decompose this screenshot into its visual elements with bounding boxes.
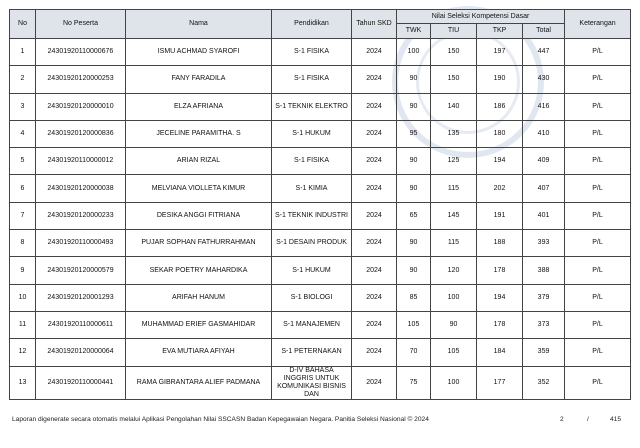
cell-no-peserta: 24301920110000676	[36, 39, 126, 66]
cell-keterangan: P/L	[565, 66, 631, 93]
cell-pendidikan: D-IV BAHASA INGGRIS UNTUK KOMUNIKASI BISNIS DAN	[272, 366, 352, 399]
cell-keterangan: P/L	[565, 284, 631, 311]
cell-no-peserta: 24301920110000611	[36, 311, 126, 338]
cell-tiu: 90	[431, 311, 477, 338]
cell-keterangan: P/L	[565, 339, 631, 366]
cell-no-peserta: 24301920110000012	[36, 148, 126, 175]
footer-note: Laporan digenerate secara otomatis melalui Aplikasi Pengolahan Nilai SSCASN Badan Kepegawaian Negara. Panitia Seleksi Nasional © 2024	[12, 416, 429, 423]
cell-no-peserta: 24301920120000579	[36, 257, 126, 284]
cell-nama: FANY FARADILA	[126, 66, 272, 93]
cell-tiu: 135	[431, 120, 477, 147]
cell-no: 9	[10, 257, 36, 284]
cell-nama: MELVIANA VIOLLETA KIMUR	[126, 175, 272, 202]
cell-no: 1	[10, 39, 36, 66]
table-row	[10, 39, 631, 66]
cell-total: 401	[523, 202, 565, 229]
page-total: 415	[610, 416, 622, 423]
cell-keterangan: P/L	[565, 202, 631, 229]
cell-twk: 90	[397, 257, 431, 284]
cell-no: 11	[10, 311, 36, 338]
cell-keterangan: P/L	[565, 93, 631, 120]
cell-keterangan: P/L	[565, 39, 631, 66]
cell-tahun: 2024	[352, 284, 397, 311]
cell-no-peserta: 24301920120000253	[36, 66, 126, 93]
cell-no: 2	[10, 66, 36, 93]
cell-tiu: 120	[431, 257, 477, 284]
cell-no-peserta: 24301920110000493	[36, 230, 126, 257]
page-separator: /	[587, 416, 589, 423]
cell-nama: JECELINE PARAMITHA. S	[126, 120, 272, 147]
cell-no-peserta: 24301920120000064	[36, 339, 126, 366]
cell-keterangan: P/L	[565, 230, 631, 257]
cell-total: 447	[523, 39, 565, 66]
cell-nama: RAMA GIBRANTARA ALIEF PADMANA	[126, 366, 272, 399]
cell-pendidikan: S-1 TEKNIK INDUSTRI	[272, 202, 352, 229]
header-nilai-skd: Nilai Seleksi Kompetensi Dasar	[397, 10, 565, 24]
header-keterangan: Keterangan	[565, 10, 631, 39]
cell-twk: 95	[397, 120, 431, 147]
table-row	[10, 366, 631, 399]
cell-tkp: 194	[477, 284, 523, 311]
cell-pendidikan: S-1 PETERNAKAN	[272, 339, 352, 366]
table-row	[10, 284, 631, 311]
cell-no-peserta: 24301920120000038	[36, 175, 126, 202]
cell-nama: ARIFAH HANUM	[126, 284, 272, 311]
cell-pendidikan: S-1 TEKNIK ELEKTRO	[272, 93, 352, 120]
cell-keterangan: P/L	[565, 148, 631, 175]
cell-tahun: 2024	[352, 257, 397, 284]
header-pendidikan: Pendidikan	[272, 10, 352, 39]
cell-tkp: 190	[477, 66, 523, 93]
cell-twk: 90	[397, 230, 431, 257]
cell-keterangan: P/L	[565, 366, 631, 399]
cell-no-peserta: 24301920110000441	[36, 366, 126, 399]
cell-total: 409	[523, 148, 565, 175]
cell-no: 4	[10, 120, 36, 147]
cell-pendidikan: S-1 HUKUM	[272, 257, 352, 284]
cell-tkp: 191	[477, 202, 523, 229]
cell-tiu: 145	[431, 202, 477, 229]
cell-twk: 105	[397, 311, 431, 338]
cell-total: 430	[523, 66, 565, 93]
table-row	[10, 175, 631, 202]
table-row	[10, 230, 631, 257]
cell-nama: ISMU ACHMAD SYAROFI	[126, 39, 272, 66]
cell-tkp: 180	[477, 120, 523, 147]
cell-total: 393	[523, 230, 565, 257]
cell-twk: 85	[397, 284, 431, 311]
cell-tahun: 2024	[352, 230, 397, 257]
results-table	[9, 9, 631, 400]
cell-tkp: 177	[477, 366, 523, 399]
table-row	[10, 148, 631, 175]
cell-keterangan: P/L	[565, 311, 631, 338]
cell-no: 7	[10, 202, 36, 229]
cell-tkp: 178	[477, 257, 523, 284]
table-row	[10, 257, 631, 284]
cell-tkp: 188	[477, 230, 523, 257]
cell-pendidikan: S-1 HUKUM	[272, 120, 352, 147]
cell-tkp: 194	[477, 148, 523, 175]
cell-twk: 90	[397, 66, 431, 93]
header-tkp: TKP	[477, 24, 523, 39]
cell-no: 3	[10, 93, 36, 120]
header-tahun-skd: Tahun SKD	[352, 10, 397, 39]
cell-tahun: 2024	[352, 39, 397, 66]
cell-tiu: 105	[431, 339, 477, 366]
cell-total: 407	[523, 175, 565, 202]
cell-nama: DESIKA ANGGI FITRIANA	[126, 202, 272, 229]
cell-total: 388	[523, 257, 565, 284]
cell-tahun: 2024	[352, 120, 397, 147]
header-twk: TWK	[397, 24, 431, 39]
cell-tahun: 2024	[352, 202, 397, 229]
cell-nama: ARIAN RIZAL	[126, 148, 272, 175]
cell-tkp: 178	[477, 311, 523, 338]
cell-tahun: 2024	[352, 311, 397, 338]
cell-total: 379	[523, 284, 565, 311]
cell-tiu: 100	[431, 366, 477, 399]
cell-total: 352	[523, 366, 565, 399]
cell-no-peserta: 24301920120001293	[36, 284, 126, 311]
page-footer	[12, 416, 628, 426]
cell-no-peserta: 24301920120000836	[36, 120, 126, 147]
header-nama: Nama	[126, 10, 272, 39]
cell-tahun: 2024	[352, 366, 397, 399]
page-number: 2	[560, 416, 564, 423]
cell-nama: ELZA AFRIANA	[126, 93, 272, 120]
cell-twk: 90	[397, 148, 431, 175]
cell-total: 359	[523, 339, 565, 366]
cell-tiu: 140	[431, 93, 477, 120]
cell-nama: PUJAR SOPHAN FATHURRAHMAN	[126, 230, 272, 257]
cell-total: 416	[523, 93, 565, 120]
cell-no: 10	[10, 284, 36, 311]
cell-tkp: 197	[477, 39, 523, 66]
cell-tkp: 184	[477, 339, 523, 366]
cell-nama: MUHAMMAD ERIEF GASMAHIDAR	[126, 311, 272, 338]
cell-pendidikan: S-1 FISIKA	[272, 148, 352, 175]
cell-tahun: 2024	[352, 148, 397, 175]
cell-no: 12	[10, 339, 36, 366]
cell-pendidikan: S-1 FISIKA	[272, 39, 352, 66]
cell-twk: 70	[397, 339, 431, 366]
cell-no: 8	[10, 230, 36, 257]
cell-tahun: 2024	[352, 93, 397, 120]
table-row	[10, 202, 631, 229]
cell-no: 13	[10, 366, 36, 399]
header-total: Total	[523, 24, 565, 39]
cell-keterangan: P/L	[565, 120, 631, 147]
cell-twk: 75	[397, 366, 431, 399]
cell-no: 5	[10, 148, 36, 175]
cell-keterangan: P/L	[565, 175, 631, 202]
cell-tahun: 2024	[352, 339, 397, 366]
table-row	[10, 120, 631, 147]
cell-tahun: 2024	[352, 66, 397, 93]
cell-total: 410	[523, 120, 565, 147]
cell-keterangan: P/L	[565, 257, 631, 284]
cell-nama: EVA MUTIARA AFIYAH	[126, 339, 272, 366]
cell-tiu: 115	[431, 175, 477, 202]
cell-tiu: 125	[431, 148, 477, 175]
cell-pendidikan: S-1 BIOLOGI	[272, 284, 352, 311]
cell-twk: 100	[397, 39, 431, 66]
table-row	[10, 93, 631, 120]
cell-nama: SEKAR POETRY MAHARDIKA	[126, 257, 272, 284]
cell-tkp: 186	[477, 93, 523, 120]
cell-pendidikan: S-1 DESAIN PRODUK	[272, 230, 352, 257]
cell-tiu: 100	[431, 284, 477, 311]
cell-no: 6	[10, 175, 36, 202]
header-no-peserta: No Peserta	[36, 10, 126, 39]
header-tiu: TIU	[431, 24, 477, 39]
cell-no-peserta: 24301920120000233	[36, 202, 126, 229]
cell-tiu: 115	[431, 230, 477, 257]
table-row	[10, 339, 631, 366]
cell-twk: 90	[397, 175, 431, 202]
table-row	[10, 66, 631, 93]
cell-tkp: 202	[477, 175, 523, 202]
cell-pendidikan: S-1 MANAJEMEN	[272, 311, 352, 338]
cell-twk: 65	[397, 202, 431, 229]
cell-pendidikan: S-1 FISIKA	[272, 66, 352, 93]
cell-twk: 90	[397, 93, 431, 120]
cell-total: 373	[523, 311, 565, 338]
cell-pendidikan: S-1 KIMIA	[272, 175, 352, 202]
header-no: No	[10, 10, 36, 39]
cell-no-peserta: 24301920120000010	[36, 93, 126, 120]
cell-tahun: 2024	[352, 175, 397, 202]
cell-tiu: 150	[431, 66, 477, 93]
table-row	[10, 311, 631, 338]
cell-tiu: 150	[431, 39, 477, 66]
